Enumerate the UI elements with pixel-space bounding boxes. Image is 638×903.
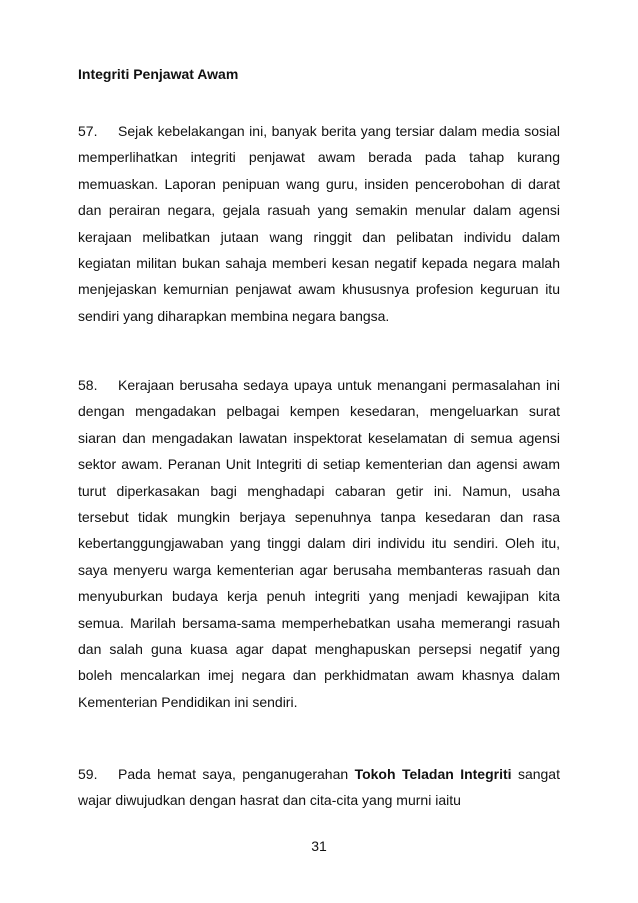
paragraph-58 <box>78 372 560 715</box>
paragraph-57 <box>78 118 560 329</box>
paragraph-text: Kerajaan berusaha sedaya upaya untuk menangani permasalahan ini dengan mengadakan pelbagai kempen kesedaran, mengeluarkan surat siaran dan mengadakan lawatan inspektorat keselamatan di semua agensi sektor awam. Peranan Unit Integriti di setiap kementerian dan agensi awam turut diperkasakan bagi menghadapi cabaran getir ini. Namun, usaha tersebut tidak mungkin berjaya sepenuhnya tanpa kesedaran dan rasa kebertanggungjawaban yang tinggi dalam diri individu itu sendiri. Oleh itu, saya menyeru warga kementerian agar berusaha membanteras rasuah dan menyuburkan budaya kerja penuh integriti yang menjadi kewajipan kita semua. Marilah bersama-sama memperhebatkan usaha memerangi rasuah dan salah guna kuasa agar dapat menghapuskan persepsi negatif yang boleh mencalarkan imej negara dan perkhidmatan awam khasnya dalam Kementerian Pendidikan ini sendiri. <box>78 377 560 710</box>
section-heading: Integriti Penjawat Awam <box>78 66 239 82</box>
paragraph-59 <box>78 761 560 814</box>
page-number: 31 <box>311 838 327 854</box>
paragraph-number: 59. <box>78 766 98 782</box>
paragraph-text: Sejak kebelakangan ini, banyak berita yang tersiar dalam media sosial memperlihatkan integriti penjawat awam berada pada tahap kurang memuaskan. Laporan penipuan wang guru, insiden pencerobohan di darat dan perairan negara, gejala rasuah yang semakin menular dalam agensi kerajaan melibatkan jutaan wang ringgit dan pelibatan individu dalam kegiatan militan bukan sahaja memberi kesan negatif kepada negara malah menjejaskan kemurnian penjawat awam khususnya profesion keguruan itu sendiri yang diharapkan membina negara bangsa. <box>78 123 560 324</box>
paragraph-number: 58. <box>78 377 98 393</box>
paragraph-text-start: Pada hemat saya, penganugerahan <box>118 766 355 782</box>
paragraph-number: 57. <box>78 123 98 139</box>
award-name: Tokoh Teladan Integriti <box>354 766 512 782</box>
paragraph-text-end: sangat wajar diwujudkan dengan hasrat dan cita-cita yang murni iaitu <box>78 766 560 809</box>
